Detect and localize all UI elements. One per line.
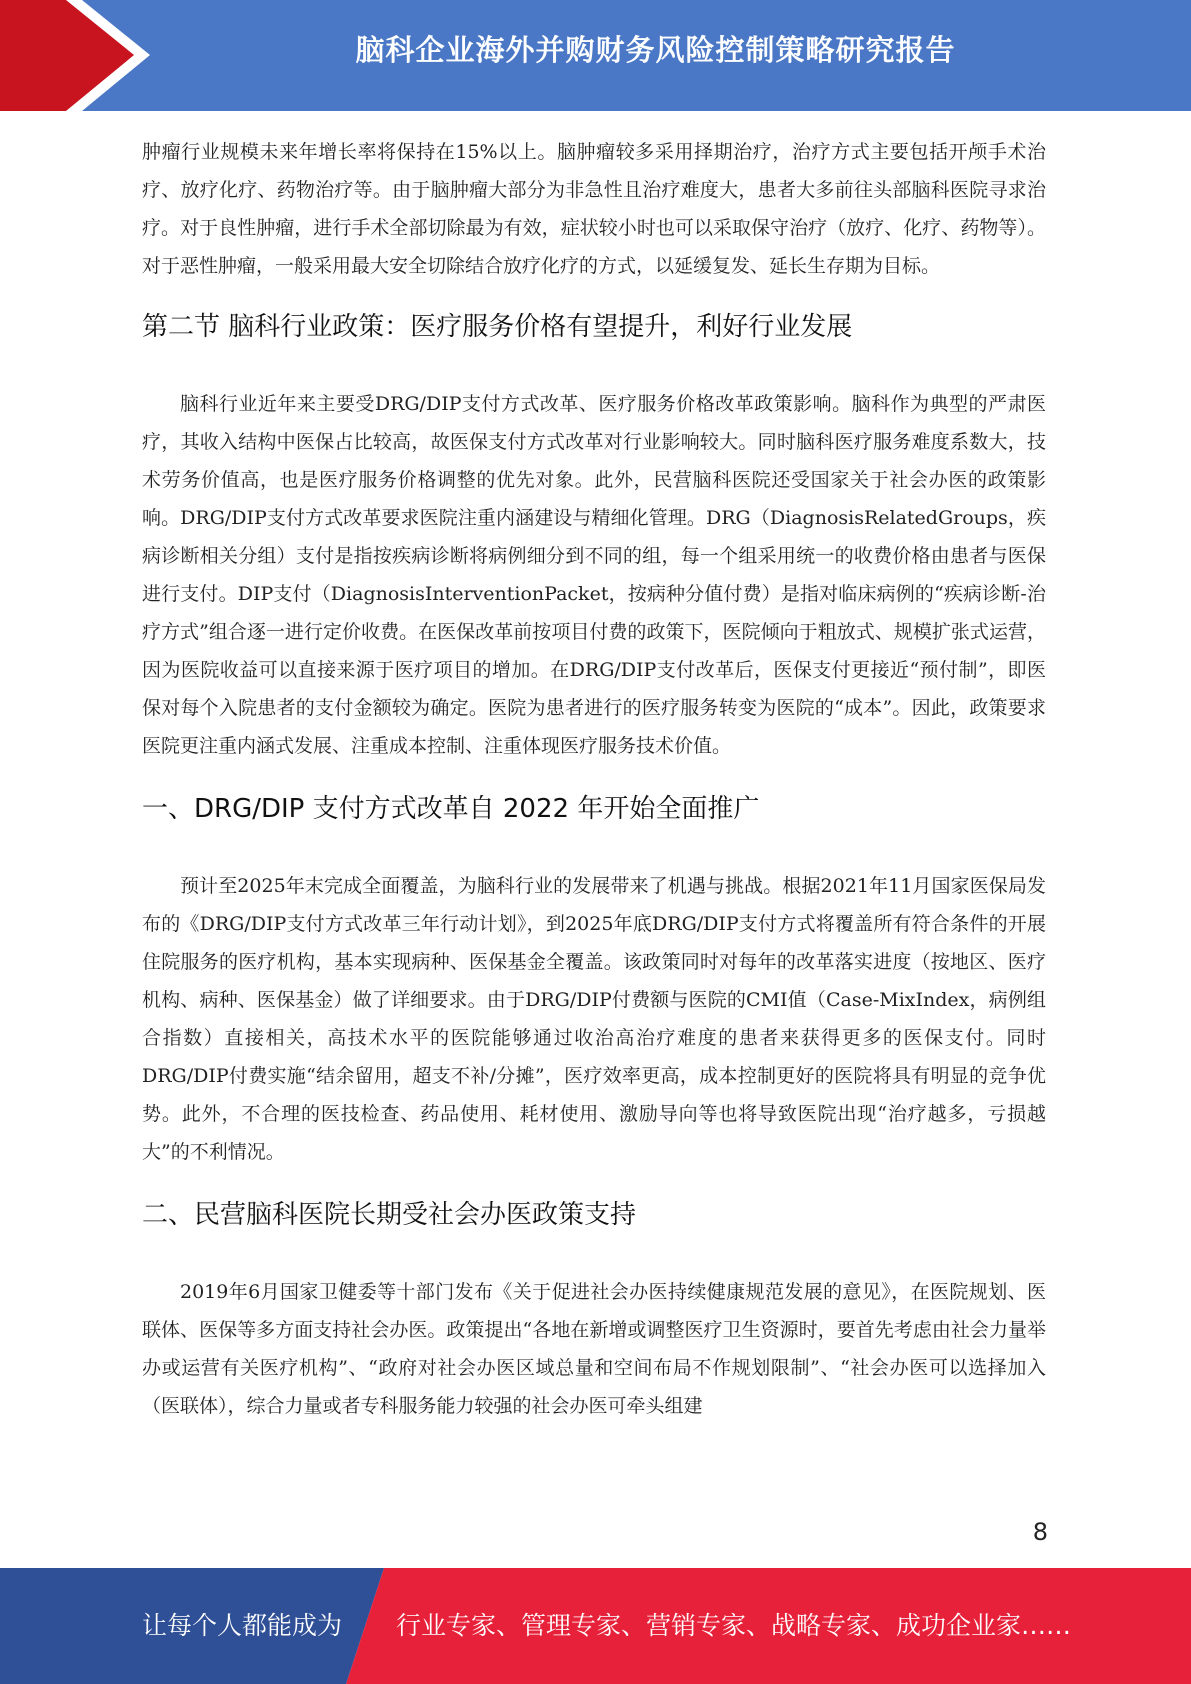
section-heading: 二、民营脑科医院长期受社会办医政策支持: [142, 1200, 637, 1230]
page-number: 8: [1032, 1518, 1048, 1546]
section-heading: 第二节 脑科行业政策：医疗服务价格有望提升，利好行业发展: [142, 312, 853, 342]
footer-slogan-roles: 行业专家、管理专家、营销专家、战略专家、成功企业家……: [396, 1611, 1072, 1640]
footer-slogan-lead: 让每个人都能成为: [142, 1611, 343, 1640]
page-header: [0, 0, 1191, 111]
report-title: 脑科企业海外并购财务风险控制策略研究报告: [355, 33, 956, 67]
document-body: [142, 133, 1046, 1425]
paragraph: 肿瘤行业规模未来年增长率将保持在15%以上。脑肿瘤较多采用择期治疗，治疗方式主要包括开颅手术治疗、放疗化疗、药物治疗等。由于脑肿瘤大部分为非急性且治疗难度大，患者大多前往头部脑科医院寻求治疗。对于良性肿瘤，进行手术全部切除最为有效，症状较小时也可以采取保守治疗（放疗、化疗、药物等）。对于恶性肿瘤，一般采用最大安全切除结合放疗化疗的方式，以延缓复发、延长生存期为目标。: [142, 141, 1046, 277]
paragraph: 预计至2025年末完成全面覆盖，为脑科行业的发展带来了机遇与挑战。根据2021年11月国家医保局发布的《DRG/DIP支付方式改革三年行动计划》，到2025年底DRG/DIP支付方式将覆盖所有符合条件的开展住院服务的医疗机构，基本实现病种、医保基金全覆盖。该政策同时对每年的改革落实进度（按地区、医疗机构、病种、医保基金）做了详细要求。由于DRG/DIP付费额与医院的CMI值（Case-MixIndex，病例组合指数）直接相关，高技术水平的医院能够通过收治高治疗难度的患者来获得更多的医保支付。同时DRG/DIP付费实施“结余留用，超支不补/分摊”，医疗效率更高，成本控制更好的医院将具有明显的竞争优势。此外，不合理的医技检查、药品使用、耗材使用、激励导向等也将导致医院出现“治疗越多，亏损越大”的不利情况。: [142, 875, 1046, 1163]
section-heading: 一、DRG/DIP 支付方式改革自 2022 年开始全面推广: [142, 794, 760, 824]
paragraph: 2019年6月国家卫健委等十部门发布《关于促进社会办医持续健康规范发展的意见》，在医院规划、医联体、医保等多方面支持社会办医。政策提出“各地在新增或调整医疗卫生资源时，要首先考虑由社会力量举办或运营有关医疗机构”、“政府对社会办医区域总量和空间布局不作规划限制”、“社会办医可以选择加入（医联体），综合力量或者专科服务能力较强的社会办医可牵头组建: [142, 1281, 1046, 1417]
header-chevron-decoration: [0, 0, 160, 111]
paragraph: 脑科行业近年来主要受DRG/DIP支付方式改革、医疗服务价格改革政策影响。脑科作为典型的严肃医疗，其收入结构中医保占比较高，故医保支付方式改革对行业影响较大。同时脑科医疗服务难度系数大，技术劳务价值高，也是医疗服务价格调整的优先对象。此外，民营脑科医院还受国家关于社会办医的政策影响。DRG/DIP支付方式改革要求医院注重内涵建设与精细化管理。DRG（DiagnosisRelatedGroups，疾病诊断相关分组）支付是指按疾病诊断将病例细分到不同的组，每一个组采用统一的收费价格由患者与医保进行支付。DIP支付（DiagnosisInterventionPacket，按病种分值付费）是指对临床病例的“疾病诊断-治疗方式”组合逐一进行定价收费。在医保改革前按项目付费的政策下，医院倾向于粗放式、规模扩张式运营，因为医院收益可以直接来源于医疗项目的增加。在DRG/DIP支付改革后，医保支付更接近“预付制”，即医保对每个入院患者的支付金额较为确定。医院为患者进行的医疗服务转变为医院的“成本”。因此，政策要求医院更注重内涵式发展、注重成本控制、注重体现医疗服务技术价值。: [142, 393, 1046, 757]
page-footer: [0, 1568, 1191, 1684]
